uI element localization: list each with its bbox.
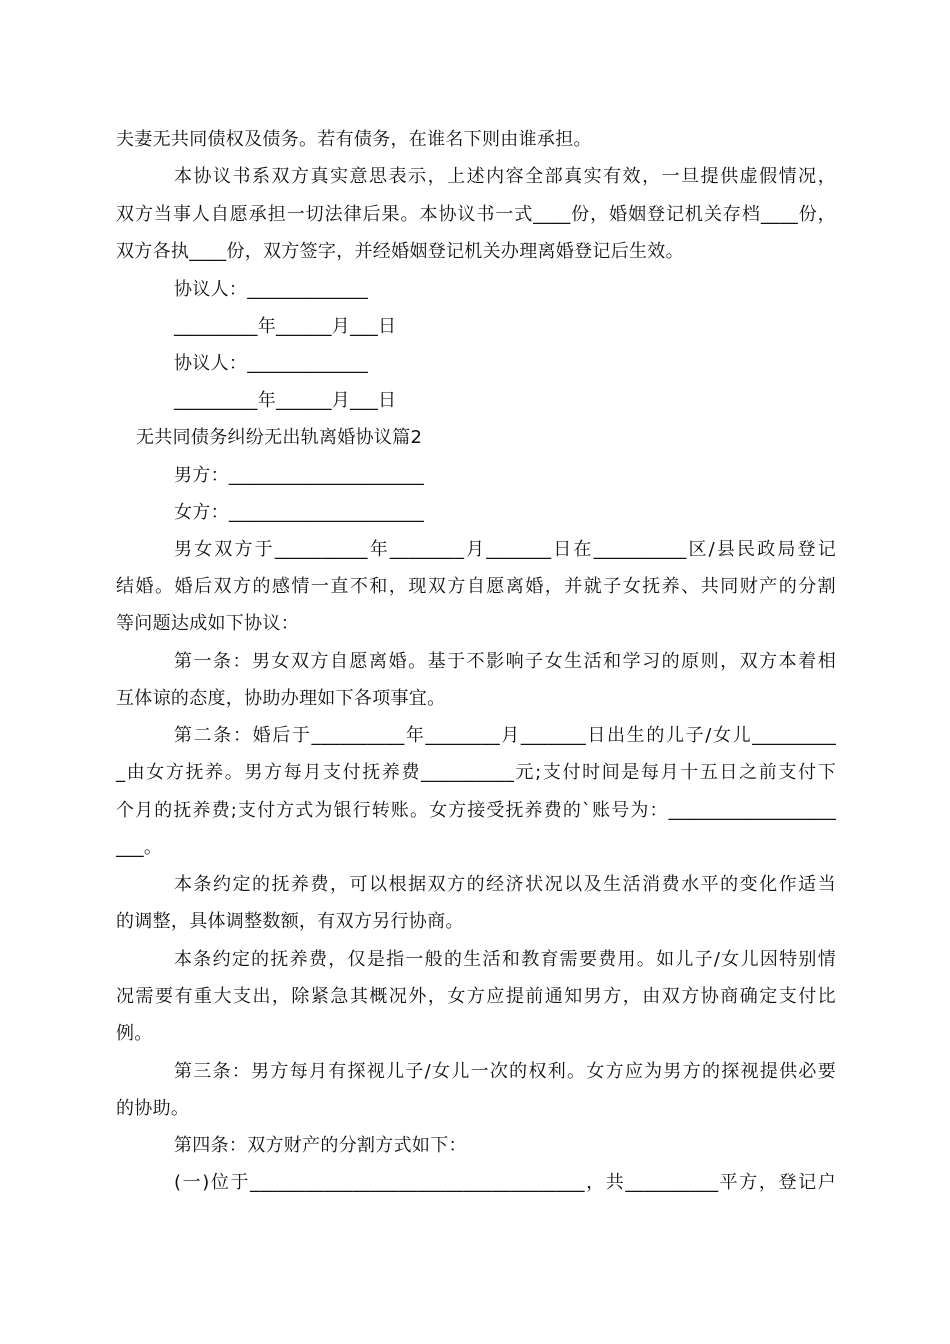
paragraph-line: 本协议书系双方真实意思表示，上述内容全部真实有效，一旦提供虚假情况， <box>174 166 836 187</box>
article-line: 第三条：男方每月有探视儿子/女儿一次的权利。女方应为男方的探视提供必要 <box>174 1061 836 1082</box>
article-line: 个月的抚养费;支付方式为银行转账。女方接受抚养费的`账号为：__________________ <box>116 800 836 821</box>
article-line: (一)位于____________________________________，共__________平方，登记户 <box>174 1172 836 1193</box>
paragraph-line: 例。 <box>116 1023 153 1044</box>
article-line: ___。 <box>116 837 163 858</box>
party-female-line: 女方：_____________________ <box>174 502 425 523</box>
paragraph-line: 本条约定的抚养费，仅是指一般的生活和教育需要费用。如儿子/女儿因特别情 <box>174 949 836 970</box>
article-line: 第一条：男女双方自愿离婚。基于不影响子女生活和学习的原则，双方本着相 <box>174 651 836 672</box>
date-line: _________年______月___日 <box>174 390 397 411</box>
signatory-line: 协议人：_____________ <box>174 353 369 374</box>
article-line: 第二条：婚后于__________年________月_______日出生的儿子/女儿_________ <box>174 725 836 746</box>
article-line: _由女方抚养。男方每月支付抚养费__________元;支付时间是每月十五日之前支付下 <box>116 762 836 783</box>
section-title: 无共同债务纠纷无出轨离婚协议篇2 <box>136 427 423 448</box>
paragraph-line: 况需要有重大支出，除紧急其概况外，女方应提前通知男方，由双方协商确定支付比 <box>116 986 836 1007</box>
article-line: 的协助。 <box>116 1098 190 1119</box>
party-male-line: 男方：_____________________ <box>174 465 425 486</box>
article-line: 第四条：双方财产的分割方式如下： <box>174 1135 467 1156</box>
paragraph-line: 本条约定的抚养费，可以根据双方的经济状况以及生活消费水平的变化作适当 <box>174 874 836 895</box>
article-line: 互体谅的态度，协助办理如下各项事宜。 <box>116 688 446 709</box>
paragraph-line: 夫妻无共同债权及债务。若有债务，在谁名下则由谁承担。 <box>116 129 592 150</box>
paragraph-line: 的调整，具体调整数额，有双方另行协商。 <box>116 911 464 932</box>
paragraph-line: 双方各执____份，双方签字，并经婚姻登记机关办理离婚登记后生效。 <box>116 241 684 262</box>
paragraph-line: 结婚。婚后双方的感情一直不和，现双方自愿离婚，并就子女抚养、共同财产的分割 <box>116 576 836 597</box>
paragraph-line: 男女双方于__________年________月_______日在__________区/县民政局登记 <box>174 539 836 560</box>
paragraph-line: 双方当事人自愿承担一切法律后果。本协议书一式____份，婚姻登记机关存档____份， <box>116 204 836 225</box>
date-line: _________年______月___日 <box>174 316 397 337</box>
signatory-line: 协议人：_____________ <box>174 279 369 300</box>
paragraph-line: 等问题达成如下协议： <box>116 613 299 634</box>
